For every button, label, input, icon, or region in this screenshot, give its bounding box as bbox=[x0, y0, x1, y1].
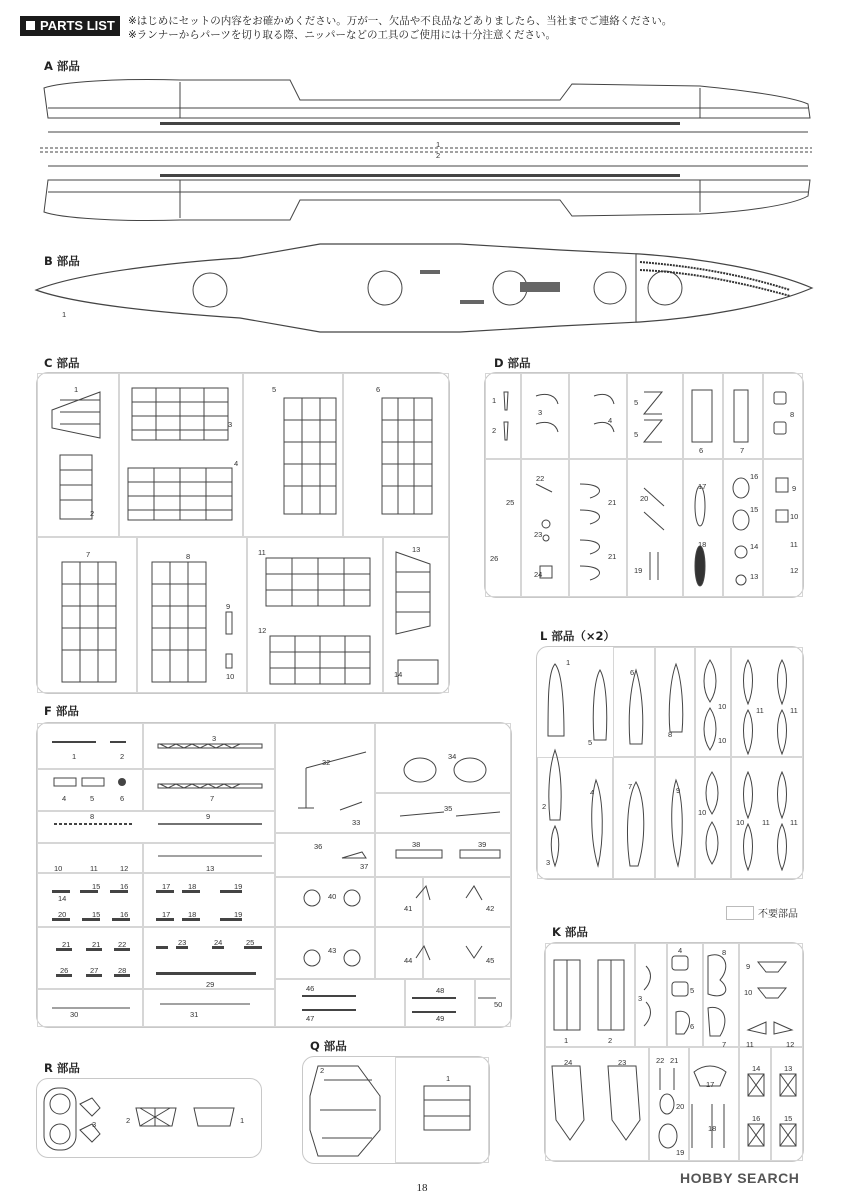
l-part-10d: 10 bbox=[736, 818, 745, 827]
l-part-8: 8 bbox=[668, 730, 673, 739]
c-part-7: 7 bbox=[86, 550, 91, 559]
d-part-2: 2 bbox=[492, 426, 497, 435]
d-part-13: 13 bbox=[750, 572, 759, 581]
d-part-11: 11 bbox=[790, 540, 798, 549]
l-part-5: 5 bbox=[588, 738, 593, 747]
f-part-28: 28 bbox=[118, 966, 127, 975]
k-part-11: 11 bbox=[746, 1040, 754, 1049]
note-1: ※はじめにセットの内容をお確かめください。万が一、欠品や不良品などありましたら、当社までご連絡ください。 bbox=[128, 15, 673, 27]
note-2: ※ランナーからパーツを切り取る際、ニッパーなどの工具のご使用には十分注意ください。 bbox=[128, 29, 556, 41]
c-part-6: 6 bbox=[376, 385, 381, 394]
l-part-10a: 10 bbox=[718, 702, 727, 711]
f-part-45: 45 bbox=[486, 956, 495, 965]
c-part-2: 2 bbox=[90, 509, 95, 518]
d-part-18: 18 bbox=[698, 540, 707, 549]
c-part-9: 9 bbox=[226, 602, 231, 611]
d-part-8: 8 bbox=[790, 410, 795, 419]
k-part-7: 7 bbox=[722, 1040, 727, 1049]
f-part-18b: 18 bbox=[188, 910, 197, 919]
k-part-13: 13 bbox=[784, 1064, 793, 1073]
f-part-12: 12 bbox=[120, 864, 129, 873]
d-part-19: 19 bbox=[634, 566, 643, 575]
d-part-1: 1 bbox=[492, 396, 497, 405]
l-qty: （×2） bbox=[574, 629, 615, 643]
f-part-19b: 19 bbox=[234, 910, 243, 919]
f-part-36: 36 bbox=[314, 842, 323, 851]
f-part-31: 31 bbox=[190, 1010, 199, 1019]
k-part-9: 9 bbox=[746, 962, 751, 971]
k-part-1: 1 bbox=[564, 1036, 569, 1045]
f-part-22: 22 bbox=[118, 940, 127, 949]
f-part-9: 9 bbox=[206, 812, 211, 821]
d-part-5b: 5 bbox=[634, 430, 639, 439]
k-part-17: 17 bbox=[706, 1080, 715, 1089]
f-part-46: 46 bbox=[306, 984, 315, 993]
f-part-38: 38 bbox=[412, 840, 421, 849]
section-r-label: R 部品 bbox=[44, 1061, 80, 1075]
f-part-37: 37 bbox=[360, 862, 369, 871]
f-part-49: 49 bbox=[436, 1014, 445, 1023]
f-part-24: 24 bbox=[214, 938, 223, 947]
k-part-6: 6 bbox=[690, 1022, 695, 1031]
f-part-4: 4 bbox=[62, 794, 67, 803]
section-f-label: F 部品 bbox=[44, 704, 79, 718]
k-part-10: 10 bbox=[744, 988, 753, 997]
f-part-6: 6 bbox=[120, 794, 125, 803]
r-part-3: 3 bbox=[92, 1120, 97, 1129]
l-part-10b: 10 bbox=[718, 736, 727, 745]
l-part-3: 3 bbox=[546, 858, 551, 867]
k-part-4: 4 bbox=[678, 946, 683, 955]
k-part-15: 15 bbox=[784, 1114, 793, 1123]
f-part-2: 2 bbox=[120, 752, 125, 761]
c-part-10: 10 bbox=[226, 672, 235, 681]
l-part-11c: 11 bbox=[762, 818, 770, 827]
c-part-5: 5 bbox=[272, 385, 277, 394]
d-part-3: 3 bbox=[538, 408, 543, 417]
q-part-1: 1 bbox=[446, 1074, 451, 1083]
f-part-21a: 21 bbox=[62, 940, 71, 949]
f-part-11: 11 bbox=[90, 864, 98, 873]
l-part-4: 4 bbox=[590, 788, 595, 797]
f-part-42: 42 bbox=[486, 904, 495, 913]
k-part-12: 12 bbox=[786, 1040, 795, 1049]
f-part-30: 30 bbox=[70, 1010, 79, 1019]
f-part-20: 20 bbox=[58, 910, 67, 919]
k-part-2: 2 bbox=[608, 1036, 613, 1045]
l-part-6: 6 bbox=[630, 668, 635, 677]
d-part-21a: 21 bbox=[608, 498, 617, 507]
f-part-33: 33 bbox=[352, 818, 361, 827]
r-part-1: 1 bbox=[240, 1116, 245, 1125]
d-part-5a: 5 bbox=[634, 398, 639, 407]
b-part-1: 1 bbox=[62, 310, 67, 319]
c-part-14: 14 bbox=[394, 670, 403, 679]
d-part-26: 26 bbox=[490, 554, 499, 563]
r-part-2: 2 bbox=[126, 1116, 131, 1125]
a-part-2: 2 bbox=[436, 151, 441, 160]
watermark: HOBBY SEARCH bbox=[680, 1170, 800, 1186]
c-part-13: 13 bbox=[412, 545, 421, 554]
k-part-20: 20 bbox=[676, 1102, 685, 1111]
d-part-23: 23 bbox=[534, 530, 543, 539]
q-part-2: 2 bbox=[320, 1066, 325, 1075]
d-part-10: 10 bbox=[790, 512, 799, 521]
d-part-22: 22 bbox=[536, 474, 545, 483]
k-part-22: 22 bbox=[656, 1056, 665, 1065]
section-c-label: C 部品 bbox=[44, 356, 80, 370]
f-part-47: 47 bbox=[306, 1014, 315, 1023]
f-part-40: 40 bbox=[328, 892, 337, 901]
k-part-14: 14 bbox=[752, 1064, 761, 1073]
k-part-8: 8 bbox=[722, 948, 727, 957]
c-part-8: 8 bbox=[186, 552, 191, 561]
f-part-19a: 19 bbox=[234, 882, 243, 891]
l-part-9: 9 bbox=[676, 786, 681, 795]
k-part-21: 21 bbox=[670, 1056, 679, 1065]
f-part-7: 7 bbox=[210, 794, 215, 803]
l-part-11b: 11 bbox=[790, 706, 798, 715]
f-part-43: 43 bbox=[328, 946, 337, 955]
d-part-7: 7 bbox=[740, 446, 745, 455]
f-part-34: 34 bbox=[448, 752, 457, 761]
d-part-14: 14 bbox=[750, 542, 759, 551]
section-k-label: K 部品 bbox=[552, 925, 588, 939]
f-part-14: 14 bbox=[58, 894, 67, 903]
f-part-26: 26 bbox=[60, 966, 69, 975]
f-part-41: 41 bbox=[404, 904, 413, 913]
f-part-17b: 17 bbox=[162, 910, 171, 919]
f-part-3: 3 bbox=[212, 734, 217, 743]
section-a-label: A 部品 bbox=[44, 59, 80, 73]
c-part-12: 12 bbox=[258, 626, 267, 635]
f-part-48: 48 bbox=[436, 986, 445, 995]
d-part-4: 4 bbox=[608, 416, 613, 425]
k-part-16: 16 bbox=[752, 1114, 761, 1123]
f-part-35: 35 bbox=[444, 804, 453, 813]
f-part-44: 44 bbox=[404, 956, 413, 965]
f-part-13: 13 bbox=[206, 864, 215, 873]
d-part-15: 15 bbox=[750, 505, 759, 514]
l-part-2: 2 bbox=[542, 802, 547, 811]
k-part-23: 23 bbox=[618, 1058, 627, 1067]
f-part-29: 29 bbox=[206, 980, 215, 989]
f-part-15a: 15 bbox=[92, 882, 101, 891]
f-part-17a: 17 bbox=[162, 882, 171, 891]
header-title: PARTS LIST bbox=[40, 18, 115, 33]
f-part-16a: 16 bbox=[120, 882, 129, 891]
l-part-7: 7 bbox=[628, 782, 633, 791]
page-number: 18 bbox=[416, 1182, 428, 1194]
f-part-5: 5 bbox=[90, 794, 95, 803]
d-part-21b: 21 bbox=[608, 552, 617, 561]
f-part-16b: 16 bbox=[120, 910, 129, 919]
f-part-39: 39 bbox=[478, 840, 487, 849]
d-part-6: 6 bbox=[699, 446, 704, 455]
f-part-50: 50 bbox=[494, 1000, 503, 1009]
k-part-3: 3 bbox=[638, 994, 643, 1003]
f-part-10: 10 bbox=[54, 864, 63, 873]
d-part-16: 16 bbox=[750, 472, 759, 481]
l-part-11a: 11 bbox=[756, 706, 764, 715]
f-part-8: 8 bbox=[90, 812, 95, 821]
l-part-1: 1 bbox=[566, 658, 571, 667]
a-part-1: 1 bbox=[436, 140, 441, 149]
f-part-15b: 15 bbox=[92, 910, 101, 919]
f-part-23: 23 bbox=[178, 938, 187, 947]
f-part-18a: 18 bbox=[188, 882, 197, 891]
d-part-9: 9 bbox=[792, 484, 797, 493]
f-part-32: 32 bbox=[322, 758, 331, 767]
f-part-1: 1 bbox=[72, 752, 77, 761]
section-b-label: B 部品 bbox=[44, 254, 80, 268]
section-q-label: Q 部品 bbox=[310, 1039, 347, 1053]
l-part-11d: 11 bbox=[790, 818, 798, 827]
k-part-18: 18 bbox=[708, 1124, 717, 1133]
f-part-21b: 21 bbox=[92, 940, 101, 949]
c-part-4: 4 bbox=[234, 459, 239, 468]
c-part-11: 11 bbox=[258, 548, 266, 557]
k-part-24: 24 bbox=[564, 1058, 573, 1067]
k-part-5: 5 bbox=[690, 986, 695, 995]
d-part-20: 20 bbox=[640, 494, 649, 503]
d-part-24: 24 bbox=[534, 570, 543, 579]
c-part-3: 3 bbox=[228, 420, 233, 429]
l-label: L 部品 bbox=[540, 629, 575, 643]
f-part-25: 25 bbox=[246, 938, 255, 947]
f-part-27: 27 bbox=[90, 966, 99, 975]
section-d-label: D 部品 bbox=[494, 356, 531, 370]
unused-parts-label: 不要部品 bbox=[758, 909, 798, 920]
d-part-17: 17 bbox=[698, 482, 707, 491]
d-part-12: 12 bbox=[790, 566, 799, 575]
l-part-10c: 10 bbox=[698, 808, 707, 817]
d-part-25: 25 bbox=[506, 498, 515, 507]
c-part-1: 1 bbox=[74, 385, 79, 394]
k-part-19: 19 bbox=[676, 1148, 685, 1157]
